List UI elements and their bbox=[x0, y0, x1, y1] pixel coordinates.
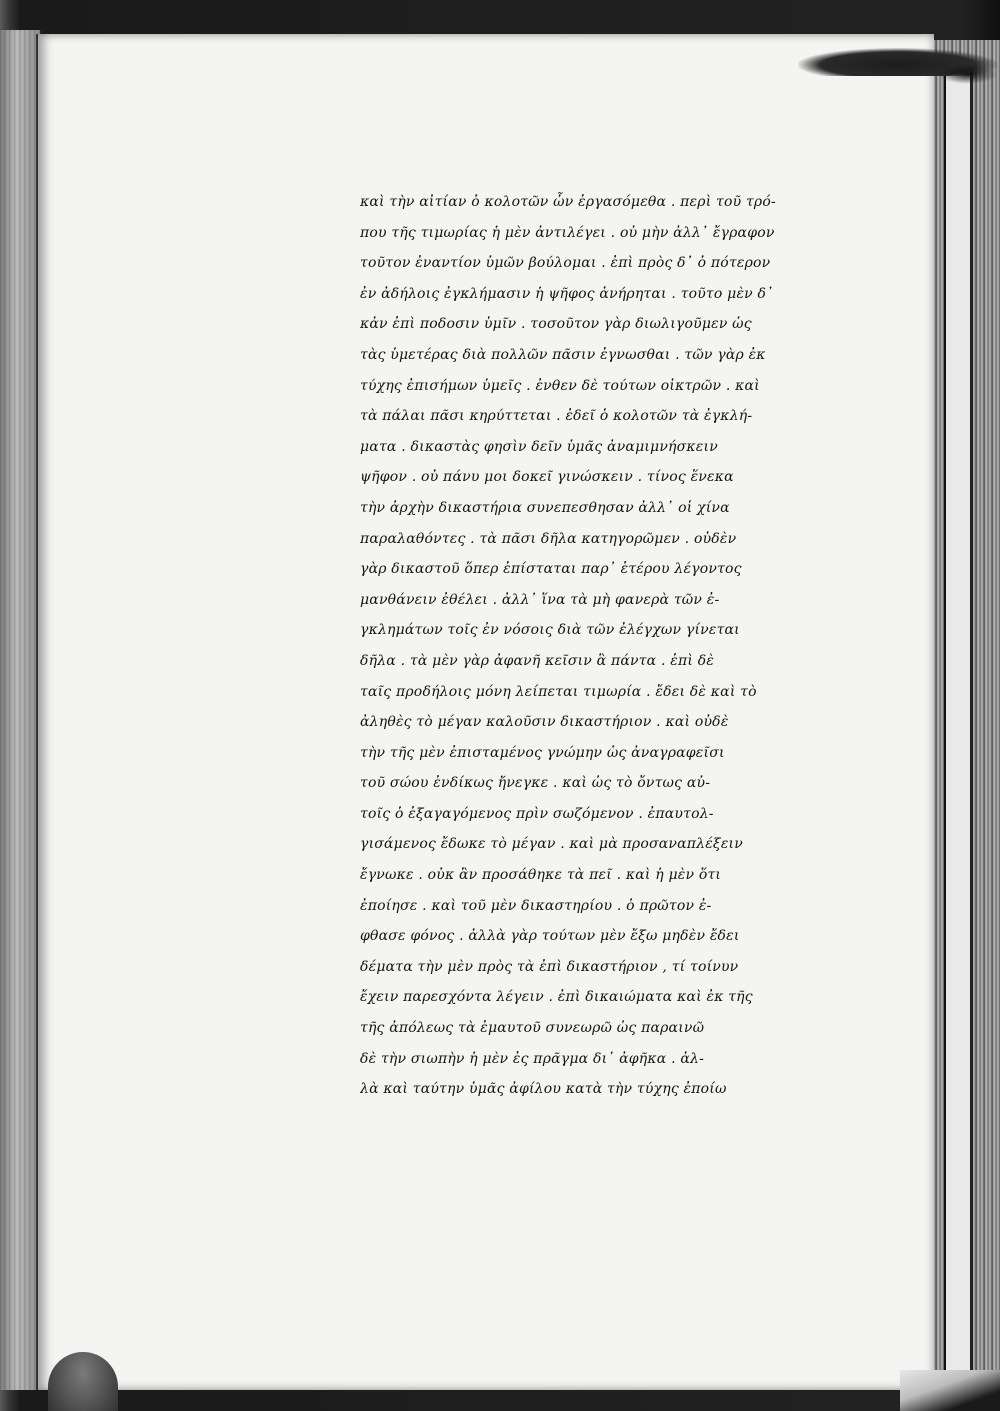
manuscript-line: ἔχειν παρεσχόντα λέγειν . ἐπὶ δικαιώματα καὶ ἐκ τῆς bbox=[360, 989, 753, 1006]
manuscript-line: τὴν ἀρχὴν δικαστήρια συνεπεσθησαν ἀλλ᾽ οἱ χίνα bbox=[360, 499, 730, 516]
manuscript-line: ταῖς προδήλοις μόνη λείπεται τιμωρία . ἔδει δὲ καὶ τὸ bbox=[360, 683, 757, 700]
manuscript-line: δέματα τὴν μὲν πρὸς τὰ ἐπὶ δικαστήριον , τί τοίνυν bbox=[360, 958, 739, 975]
manuscript-line: παραλαθόντες . τὰ πᾶσι δῆλα κατηγορῶμεν . οὐδὲν bbox=[360, 530, 737, 547]
manuscript-line: μανθάνειν ἐθέλει . ἀλλ᾽ ἵνα τὰ μὴ φανερὰ τῶν ἐ- bbox=[360, 591, 720, 608]
manuscript-line: που τῆς τιμωρίας ἡ μὲν ἀντιλέγει . οὐ μὴν ἀλλ᾽ ἔγραφον bbox=[360, 224, 775, 241]
manuscript-line: δῆλα . τὰ μὲν γὰρ ἀφανῆ κεῖσιν ἃ πάντα . ἐπὶ δὲ bbox=[360, 652, 715, 669]
manuscript-line: γκλημάτων τοῖς ἐν νόσοις διὰ τῶν ἐλέγχων γίνεται bbox=[360, 622, 740, 639]
manuscript-line: ἐποίησε . καὶ τοῦ μὲν δικαστηρίου . ὁ πρῶτον ἐ- bbox=[360, 897, 712, 914]
manuscript-line: δὲ τὴν σιωπὴν ἡ μὲν ἐς πρᾶγμα δι᾽ ἀφῆκα . ἀλ- bbox=[360, 1050, 705, 1067]
manuscript-line: τὰ πάλαι πᾶσι κηρύττεται . ἐδεῖ ὁ κολοτῶν τὰ ἐγκλή- bbox=[360, 408, 753, 425]
manuscript-line: ἀληθὲς τὸ μέγαν καλοῦσιν δικαστήριον . καὶ οὐδὲ bbox=[360, 714, 729, 731]
manuscript-line: λὰ καὶ ταύτην ὑμᾶς ἀφίλου κατὰ τὴν τύχης ἐποίω bbox=[360, 1081, 727, 1098]
manuscript-line: γισάμενος ἔδωκε τὸ μέγαν . καὶ μὰ προσαναπλέξειν bbox=[360, 836, 743, 853]
manuscript-line: φθασε φόνος . ἀλλὰ γὰρ τούτων μὲν ἔξω μηδὲν ἔδει bbox=[360, 928, 740, 945]
manuscript-line: γὰρ δικαστοῦ ὅπερ ἐπίσταται παρ᾽ ἑτέρου λέγοντος bbox=[360, 561, 742, 578]
manuscript-line: τὴν τῆς μὲν ἐπισταμένος γνώμην ὡς ἀναγραφεῖσι bbox=[360, 744, 725, 761]
manuscript-line: ματα . δικαστὰς φησὶν δεῖν ὑμᾶς ἀναμιμνήσκειν bbox=[360, 438, 718, 455]
manuscript-line: ἐν ἀδήλοις ἐγκλήμασιν ἡ ψῆφος ἀνήρηται . τοῦτο μὲν δ᾽ bbox=[360, 285, 774, 302]
spine-shadow bbox=[0, 30, 40, 1390]
right-facing-page-strip bbox=[944, 60, 973, 1370]
manuscript-line: τῆς ἀπόλεως τὰ ἐμαυτοῦ συνεωρῶ ὡς παραινῶ bbox=[360, 1020, 705, 1037]
page-corner bbox=[900, 1370, 1000, 1411]
manuscript-line: ἔγνωκε . οὐκ ἂν προσάθηκε τὰ πεῖ . καὶ ἡ μὲν ὅτι bbox=[360, 867, 722, 884]
manuscript-text-block bbox=[360, 187, 880, 1105]
manuscript-line: τύχης ἐπισήμων ὑμεῖς . ἐνθεν δὲ τούτων οἰκτρῶν . καὶ bbox=[360, 377, 760, 394]
manuscript-line: καὶ τὴν αἰτίαν ὁ κολοτῶν ὧν ἐργασόμεθα . περὶ τοῦ τρό- bbox=[360, 194, 776, 210]
manuscript-line: τὰς ὑμετέρας διὰ πολλῶν πᾶσιν ἐγνωσθαι . τῶν γὰρ ἐκ bbox=[360, 346, 766, 363]
manuscript-line: τοῦτον ἐναντίον ὑμῶν βούλομαι . ἐπὶ πρὸς δ᾽ ὁ πότερον bbox=[360, 255, 771, 272]
page-edge-damage-corner bbox=[938, 64, 998, 84]
manuscript-line: τοῖς ὁ ἐξαγαγόμενος πρὶν σωζόμενον . ἐπαυτολ- bbox=[360, 805, 714, 822]
manuscript-line: τοῦ σώου ἐνδίκως ἤνεγκε . καὶ ὡς τὸ ὄντως αὐ- bbox=[360, 775, 711, 792]
manuscript-line: ψῆφον . οὐ πάνυ μοι δοκεῖ γινώσκειν . τίνος ἕνεκα bbox=[360, 469, 734, 486]
manuscript-line: κἀν ἐπὶ ποδοσιν ὑμῖν . τοσοῦτον γὰρ διωλιγοῦμεν ὡς bbox=[360, 316, 752, 333]
